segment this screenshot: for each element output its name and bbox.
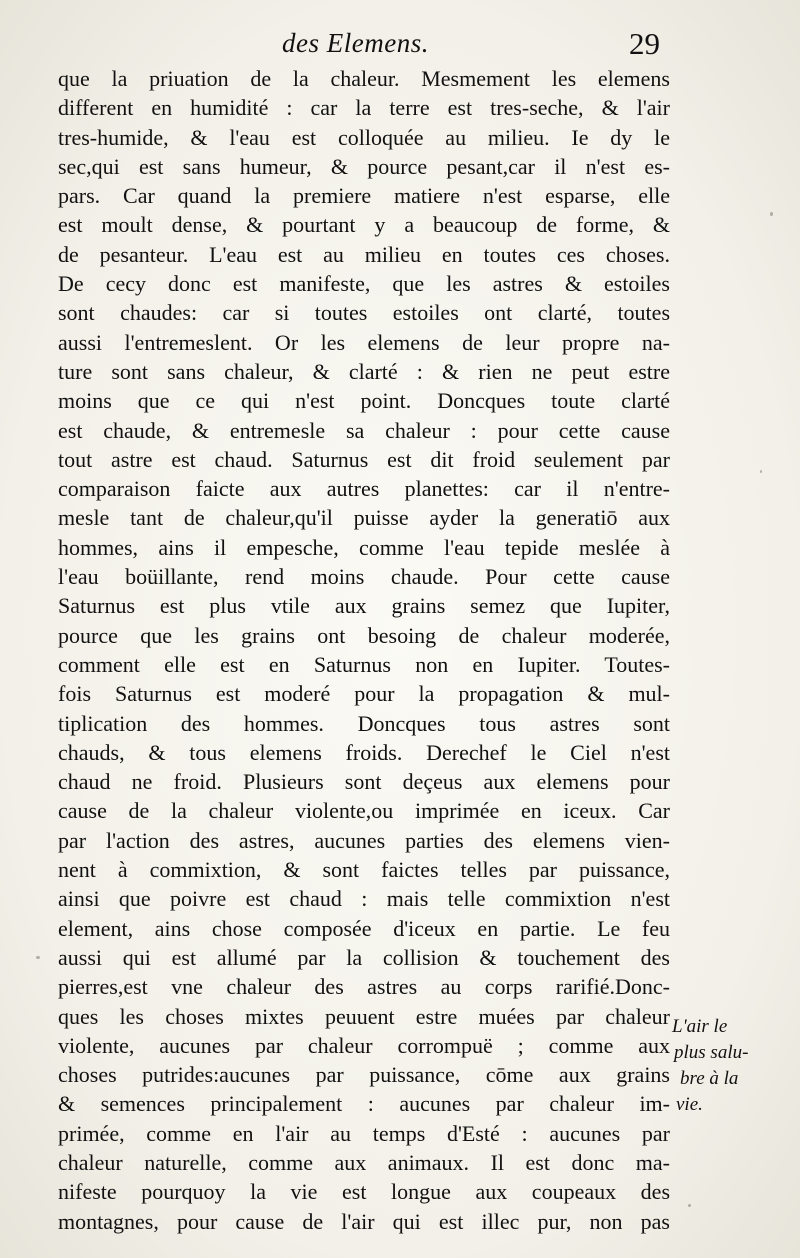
text-line: montagnes, pour cause de l'air qui est illec pur, non pas (58, 1208, 670, 1234)
margin-note-line: plus salu- (674, 1042, 749, 1063)
margin-note-line: L'air le (672, 1016, 728, 1037)
text-line: different en humidité : car la terre est tres-seche, & l'air (58, 95, 670, 121)
text-line: cause de la chaleur violente,ou imprimée en iceux. Car (58, 798, 670, 824)
text-line: mesle tant de chaleur,qu'il puisse ayder la generatiō aux (58, 505, 670, 531)
text-line: pars. Car quand la premiere matiere n'est esparse, elle (58, 183, 670, 209)
text-line: tout astre est chaud. Saturnus est dit froid seulement par (58, 446, 670, 472)
text-line: tres-humide, & l'eau est colloquée au milieu. Ie dy le (58, 124, 670, 150)
text-line: par l'action des astres, aucunes parties des elemens vien- (58, 827, 670, 853)
text-line: chauds, & tous elemens froids. Derechef le Ciel n'est (58, 739, 670, 765)
ink-speck (760, 470, 762, 473)
text-line: l'eau boüillante, rend moins chaude. Pour cette cause (58, 564, 670, 590)
text-line: est moult dense, & pourtant y a beaucoup de forme, & (58, 212, 670, 238)
text-line: chaleur naturelle, comme aux animaux. Il est donc ma- (58, 1149, 670, 1175)
text-line: est chaude, & entremesle sa chaleur : pour cette cause (58, 417, 670, 443)
text-line: hommes, ains il empesche, comme l'eau tepide meslée à (58, 534, 670, 560)
margin-note (672, 1014, 782, 1118)
text-line: sont chaudes: car si toutes estoiles ont clarté, toutes (58, 300, 670, 326)
text-line: de pesanteur. L'eau est au milieu en toutes ces choses. (58, 241, 670, 267)
margin-note-line: bre à la (680, 1068, 739, 1089)
text-line: pource que les grains ont besoing de chaleur moderée, (58, 622, 670, 648)
ink-speck (36, 956, 40, 959)
page-number: 29 (629, 26, 660, 61)
running-head: des Elemens. (282, 28, 429, 58)
text-line: ture sont sans chaleur, & clarté : & rien ne peut estre (58, 358, 670, 384)
text-line: sec,qui est sans humeur, & pource pesant,car il n'est es- (58, 153, 670, 179)
text-line: nifeste pourquoy la vie est longue aux coupeaux des (58, 1179, 670, 1205)
text-line: Saturnus est plus vtile aux grains semez que Iupiter, (58, 593, 670, 619)
text-line: comment elle est en Saturnus non en Iupiter. Toutes- (58, 651, 670, 677)
text-line: fois Saturnus est moderé pour la propagation & mul- (58, 681, 670, 707)
page-header (60, 24, 660, 68)
text-line: aussi qui est allumé par la collision & touchement des (58, 944, 670, 970)
text-line: ainsi que poivre est chaud : mais telle commixtion n'est (58, 886, 670, 912)
text-line: choses putrides:aucunes par puissance, cōme aux grains (58, 1062, 670, 1088)
text-line: ques les choses mixtes peuuent estre muées par chaleur (58, 1003, 670, 1029)
text-line: que la priuation de la chaleur. Mesmement les elemens (58, 66, 670, 91)
text-line: comparaison faicte aux autres planettes: car il n'entre- (58, 476, 670, 502)
text-line: element, ains chose composée d'iceux en partie. Le feu (58, 915, 670, 941)
text-line: primée, comme en l'air au temps d'Esté : aucunes par (58, 1120, 670, 1146)
text-line: tiplication des hommes. Doncques tous astres sont (58, 710, 670, 736)
text-line: violente, aucunes par chaleur corrompuë ; comme aux (58, 1032, 670, 1058)
ink-speck (688, 1204, 691, 1207)
text-line: nent à commixtion, & sont faictes telles par puissance, (58, 857, 670, 883)
text-line: De cecy donc est manifeste, que les astres & estoiles (58, 271, 670, 297)
text-line: pierres,est vne chaleur des astres au corps rarifié.Donc- (58, 974, 670, 1000)
body-text (58, 64, 670, 1236)
margin-note-line: vie. (676, 1094, 703, 1115)
ink-speck (770, 212, 773, 216)
text-line: moins que ce qui n'est point. Doncques toute clarté (58, 388, 670, 414)
text-line: & semences principalement : aucunes par chaleur im- (58, 1091, 670, 1117)
text-line: aussi l'entremeslent. Or les elemens de leur propre na- (58, 329, 670, 355)
text-line: chaud ne froid. Plusieurs sont deçeus aux elemens pour (58, 769, 670, 795)
